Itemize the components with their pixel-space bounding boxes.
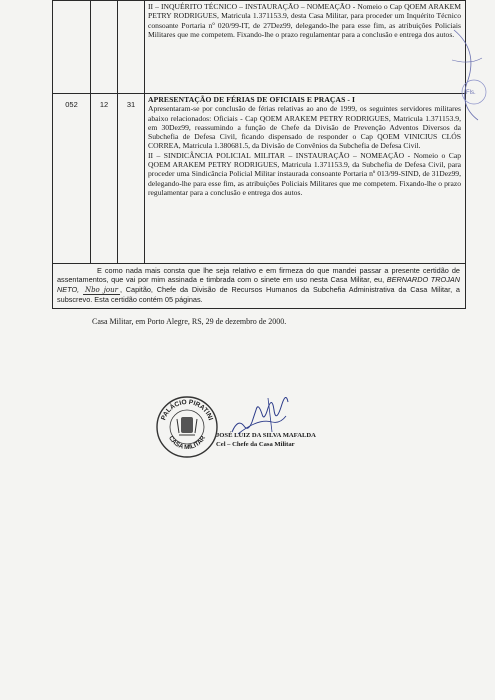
signer-name: JOSÉ LUIZ DA SILVA MAFALDA [216, 432, 316, 439]
entry-paragraph: Apresentaram-se por conclusão de férias relativas ao ano de 1999, os seguintes servidores militares abaixo relacionados: Oficiais - Cap QOEM ARAKEM PETRY RODRIGUES, Matricula 1.371153.9, em 30Dez99, reassumindo a função de Chefe da Divisão de Prevenção Adventos Diversos da Subchefia de Defesa Civil, ficando dispensado de responder o Cap QOEM VINICIUS CLÓS CORREA, Matricula 1.380681.5, da Divisão de Convênios da Subchefia de Defesa Civil. [148, 104, 461, 151]
seal-top-text: PALÁCIO PIRATINI [160, 398, 214, 422]
day-cell [118, 1, 145, 94]
inline-signature: Nbo jour [84, 285, 118, 294]
entry-text-cell [145, 94, 466, 264]
day-cell: 31 [118, 94, 145, 264]
entry-heading: APRESENTAÇÃO DE FÉRIAS DE OFICIAIS E PRAÇAS - I [148, 95, 356, 104]
month-cell: 12 [91, 94, 118, 264]
closing-text-before: E como nada mais consta que lhe seja relativo e em firmeza do que mandei passar a presente certidão de assentamentos, que vai por mim assinada e timbrada com o sinete em uso nesta Casa Militar, eu, [57, 266, 460, 285]
entry-paragraph: II – INQUÉRITO TÉCNICO – INSTAURAÇÃO – NOMEAÇÃO - Nomeio o Cap QOEM ARAKEM PETRY RODRIGUES, Matricula 1.371153.9, desta Casa Militar, para proceder um Inquérito Técnico consoante Portaria nº 020/99-IT, de 27Dez99, delegando-lhe para esse fim, as atribuições Policiais Militares que me competem. Fixando-lhe o prazo regulamentar para a conclusão e entrega dos autos. [148, 2, 461, 39]
table-row [53, 94, 466, 264]
issuer-name: BERNARDO TROJAN NETO, [57, 275, 460, 294]
row-number-cell: 052 [53, 94, 91, 264]
closing-row [53, 264, 466, 309]
row-number-cell [53, 1, 91, 94]
entry-paragraph: II – SINDICÂNCIA POLICIAL MILITAR – INSTAURAÇÃO – NOMEAÇÃO - Nomeio o Cap QOEM ARAKEM PETRY RODRIGUES, Matricula 1.371153.9, da Subchefia de Defesa Civil, para proceder uma Sindicância Policial Militar instaurada consoante Portaria nº 013/99-SIND, de 31Dez99, delegando-lhe para esse fim, as atribuições Policiais Militares que me competem. Fixando-lhe o prazo regulamentar para a conclusão e entrega dos autos. [148, 150, 461, 197]
entry-text-cell [145, 1, 466, 94]
closing-text-after: , Capitão, Chefe da Divisão de Recursos Humanos da Subchefia Administrativa da Casa Militar, a subscrevo. Esta certidão contém 05 páginas. [57, 284, 460, 305]
official-seal-icon [155, 395, 219, 459]
seal-bottom-text: CASA MILITAR [167, 434, 207, 452]
register-table [52, 0, 466, 309]
side-stamp-icon [448, 20, 488, 130]
signer-block [216, 431, 316, 449]
place-and-date: Casa Militar, em Porto Alegre, RS, 29 de dezembro de 2000. [92, 317, 287, 326]
month-cell [91, 1, 118, 94]
svg-text:CASA MILITAR [167, 435, 207, 452]
closing-statement [53, 264, 466, 309]
side-stamp-text: Fls. [466, 90, 476, 96]
table-row [53, 1, 466, 94]
signer-title: Cel – Chefe da Casa Militar [216, 441, 295, 448]
